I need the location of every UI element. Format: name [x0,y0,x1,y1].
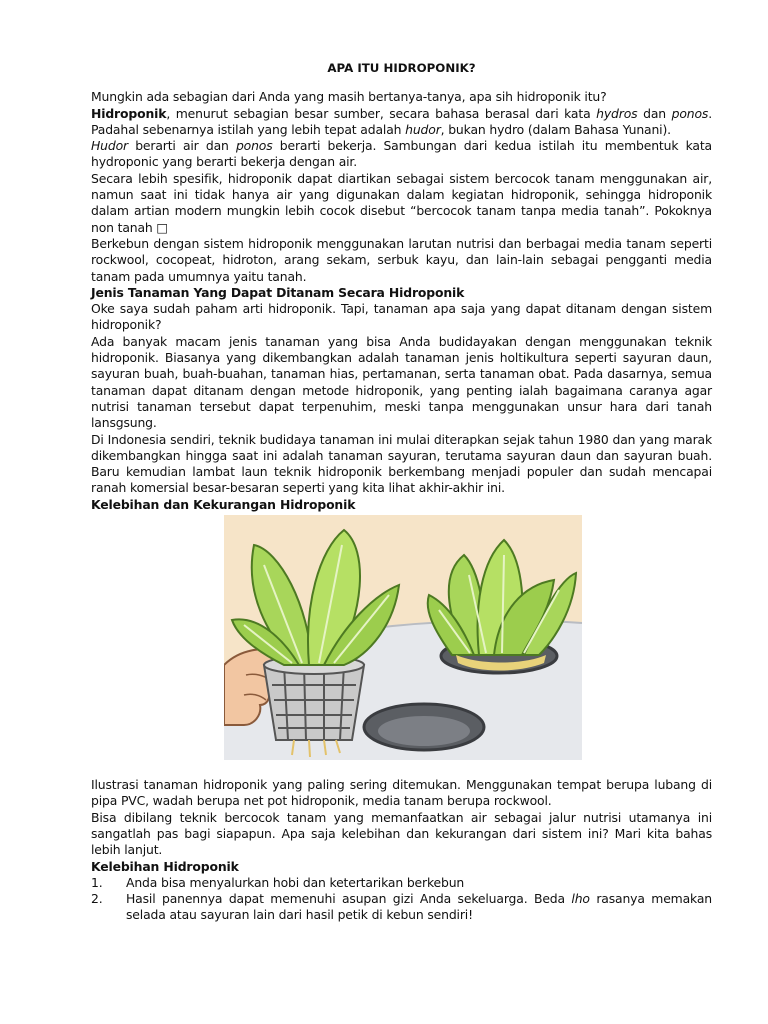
paragraph-media: Berkebun dengan sistem hidroponik menggunakan larutan nutrisi dan berbagai media tanam seperti rockwool, cocopeat, hidroton, arang sekam, serbuk kayu, dan lain-lain sebagai pengganti media tanam pada umumnya yaitu tanah. [91,235,712,284]
list-item: 1. Anda bisa menyalurkan hobi dan ketertarikan berkebun [91,874,465,890]
heading-pros-cons: Kelebihan dan Kekurangan Hidroponik [91,496,356,512]
hydroponic-illustration [224,515,582,760]
paragraph-intro-pros-cons: Bisa dibilang teknik bercocok tanam yang memanfaatkan air sebagai jalur nutrisi utamanya ini sangatlah pas bagi siapapun. Apa saja kelebihan dan kekurangan dari sistem ini? Mari kita bahas lebih lanjut. [91,809,712,858]
paragraph-meaning: Hudor berarti air dan ponos berarti bekerja. Sambungan dari kedua istilah itu membentuk kata hydroponic yang berarti bekerja dengan air. [91,138,712,170]
list-item: 2. Hasil panennya dapat memenuhi asupan gizi Anda sekeluarga. Beda lho rasanya memakan selada atau sayuran lain dari hasil petik di kebun sendiri! [91,891,712,923]
paragraph-plant-types: Ada banyak macam jenis tanaman yang bisa Anda budidayakan dengan menggunakan teknik hidroponik. Biasanya yang dikembangkan adalah tanaman jenis holtikultura seperti sayuran daun, sayuran buah, buah-buahan, tanaman hias, pertamanan, serta tanaman obat. Pada dasarnya, semua tanaman dapat ditanam dengan metode hidroponik, yang penting ialah bagaimana caranya agar nutrisi tanaman tersebut dapat terpenuhim, meski tanpa menggunakan unsur hara dari tanah lansgsung. [91,333,712,431]
document-page [91,60,712,924]
advantages-list [91,875,712,924]
paragraph-caption: Ilustrasi tanaman hidroponik yang paling sering ditemukan. Menggunakan tempat berupa lubang di pipa PVC, wadah berupa net pot hidroponik, media tanam berupa rockwool. [91,777,712,809]
heading-advantages: Kelebihan Hidroponik [91,858,239,874]
missing-glyph-box: □ [156,219,168,235]
page-title: APA ITU HIDROPONIK? [327,61,476,75]
paragraph-specific: Secara lebih spesifik, hidroponik dapat diartikan sebagai sistem bercocok tanam menggunakan air, namun saat ini tidak hanya air yang digunakan dalam kegiatan hidroponik, sehingga hidroponik dalam artian modern mungkin lebih cocok disebut “bercocok tanam tanpa media tanah”. Pokoknya non tanah □ [91,170,712,235]
paragraph-definition: Hidroponik, menurut sebagian besar sumber, secara bahasa berasal dari kata hydros dan ponos. Padahal sebenarnya istilah yang lebih tepat adalah hudor, bukan hydro (dalam Bahasa Yunani). [91,105,712,137]
heading-plant-types: Jenis Tanaman Yang Dapat Ditanam Secara Hidroponik [91,284,465,300]
paragraph-indonesia: Di Indonesia sendiri, teknik budidaya tanaman ini mulai diterapkan sejak tahun 1980 dan yang marak dikembangkan hingga saat ini adalah tanaman sayuran, terutama sayuran daun dan sayuran buah. Baru kemudian lambat laun teknik hidroponik berkembang menjadi populer dan sudah mencapai ranah komersial besar-besaran seperti yang kita lihat akhir-akhir ini. [91,431,712,496]
term-hidroponik: Hidroponik [91,105,167,121]
intro-question: Mungkin ada sebagian dari Anda yang masih bertanya-tanya, apa sih hidroponik itu? [91,89,607,105]
paragraph-question: Oke saya sudah paham arti hidroponik. Tapi, tanaman apa saja yang dapat ditanam dengan sistem hidroponik? [91,301,712,333]
